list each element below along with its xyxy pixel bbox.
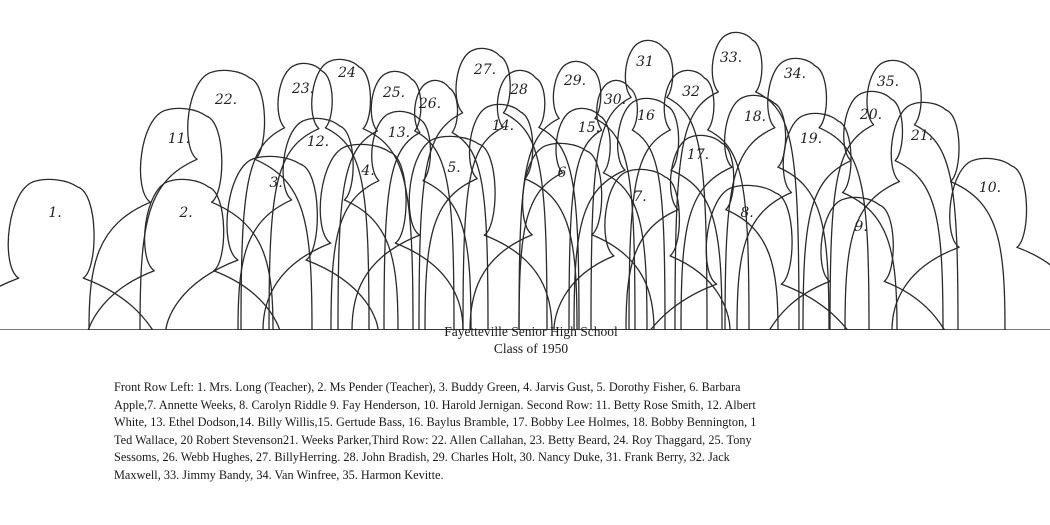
figure-number-label: 20. (859, 107, 883, 123)
silhouette (238, 118, 398, 330)
silhouette (554, 169, 730, 330)
legend-line: Sessoms, 26. Webb Hughes, 27. BillyHerring. 28. John Bradish, 29. Charles Holt, 30. Nancy Duke, 31. Frank Berry, 32. Jack (114, 450, 730, 465)
school-name: Fayetteville Senior High School (444, 324, 618, 339)
figure-number-label: 14. (491, 118, 515, 134)
silhouette-outline (675, 32, 799, 330)
figure-number-label: 6 (557, 165, 567, 181)
legend-line: Front Row Left: 1. Mrs. Long (Teacher), 2. Ms Pender (Teacher), 3. Buddy Green, 4. Jarvis Gust, 5. Dorothy Fisher, 6. Barbara (114, 380, 741, 394)
figure-number-label: 30. (603, 92, 627, 108)
figure-number-label: 4. (361, 163, 375, 179)
silhouette (737, 113, 897, 330)
figure-number-label: 27. (473, 62, 497, 78)
silhouette (675, 32, 799, 330)
silhouette (331, 111, 471, 330)
figure-number-label: 31 (636, 54, 654, 70)
silhouette-outline (331, 111, 471, 330)
figure-number-label: 3. (269, 175, 283, 191)
silhouette (241, 63, 369, 330)
silhouette (0, 179, 155, 330)
figure-number-label: 21. (910, 128, 934, 144)
silhouette (892, 158, 1050, 330)
silhouette-outline (88, 179, 280, 330)
silhouette (140, 70, 315, 330)
figure-number-label: 26. (418, 96, 442, 112)
figure-number-label: 15. (577, 120, 601, 136)
legend-line: Maxwell, 33. Jimmy Bandy, 34. Van Winfree, 35. Harmon Kevitte. (114, 467, 444, 482)
silhouette-outline (463, 70, 579, 330)
figure-number-label: 12. (306, 134, 330, 150)
figure-number-label: 1. (48, 205, 62, 221)
name-legend (114, 379, 974, 485)
silhouette-outline (0, 179, 155, 330)
photo-caption (0, 323, 1050, 357)
silhouette-outline (238, 118, 398, 330)
legend-line: Apple,7. Annette Weeks, 8. Carolyn Riddle 9. Fay Henderson, 10. Harold Jernigan. Second Row: 11. Betty Rose Smith, 12. Albert (114, 397, 756, 412)
figure-number-label: 24 (338, 65, 356, 81)
figure-number-label: 19. (799, 131, 823, 147)
figure-number-label: 25. (382, 85, 406, 101)
figure-number-label: 23. (291, 81, 315, 97)
silhouette (463, 70, 579, 330)
figure-number-label: 7. (633, 189, 647, 205)
figure-number-label: 16 (637, 108, 655, 124)
figure-number-label: 34. (783, 66, 807, 82)
figure-number-label: 35. (876, 74, 900, 90)
figure-number-label: 28 (510, 82, 528, 98)
figure-number-label: 10. (978, 180, 1002, 196)
figure-number-label: 18. (743, 109, 767, 125)
legend-line: Ted Wallace, 20 Robert Stevenson21. Weeks Parker,Third Row: 22. Allen Callahan, 23. Betty Beard, 24. Roy Thaggard, 25. Tony (114, 432, 752, 447)
silhouette (384, 80, 488, 330)
silhouette (88, 179, 280, 330)
silhouette-outline (892, 158, 1050, 330)
figure-number-label: 13. (387, 125, 411, 141)
figure-number-label: 22. (214, 92, 238, 108)
figure-number-label: 17. (686, 147, 710, 163)
figure-number-label: 2. (179, 205, 193, 221)
silhouette-outline (384, 80, 488, 330)
figure-number-label: 9. (854, 219, 868, 235)
figure-number-label: 11. (167, 131, 191, 147)
figure-number-label: 29. (563, 73, 587, 89)
silhouette-outline (241, 63, 369, 330)
silhouette (767, 197, 947, 330)
legend-line: White, 13. Ethel Dodson,14. Billy Willis,15. Gertude Bass, 16. Baylus Bramble, 17. Bobby Lee Holmes, 18. Bobby Bennington, 1 (114, 415, 757, 430)
class-year: Class of 1950 (493, 341, 569, 356)
figure-number-label: 8. (740, 205, 754, 221)
silhouette-outline (140, 70, 315, 330)
figure-number-label: 32 (682, 84, 700, 100)
silhouette-outline (767, 197, 947, 330)
figure-number-label: 33. (719, 50, 743, 66)
silhouette (263, 144, 463, 330)
figure-number-label: 5. (447, 160, 461, 176)
